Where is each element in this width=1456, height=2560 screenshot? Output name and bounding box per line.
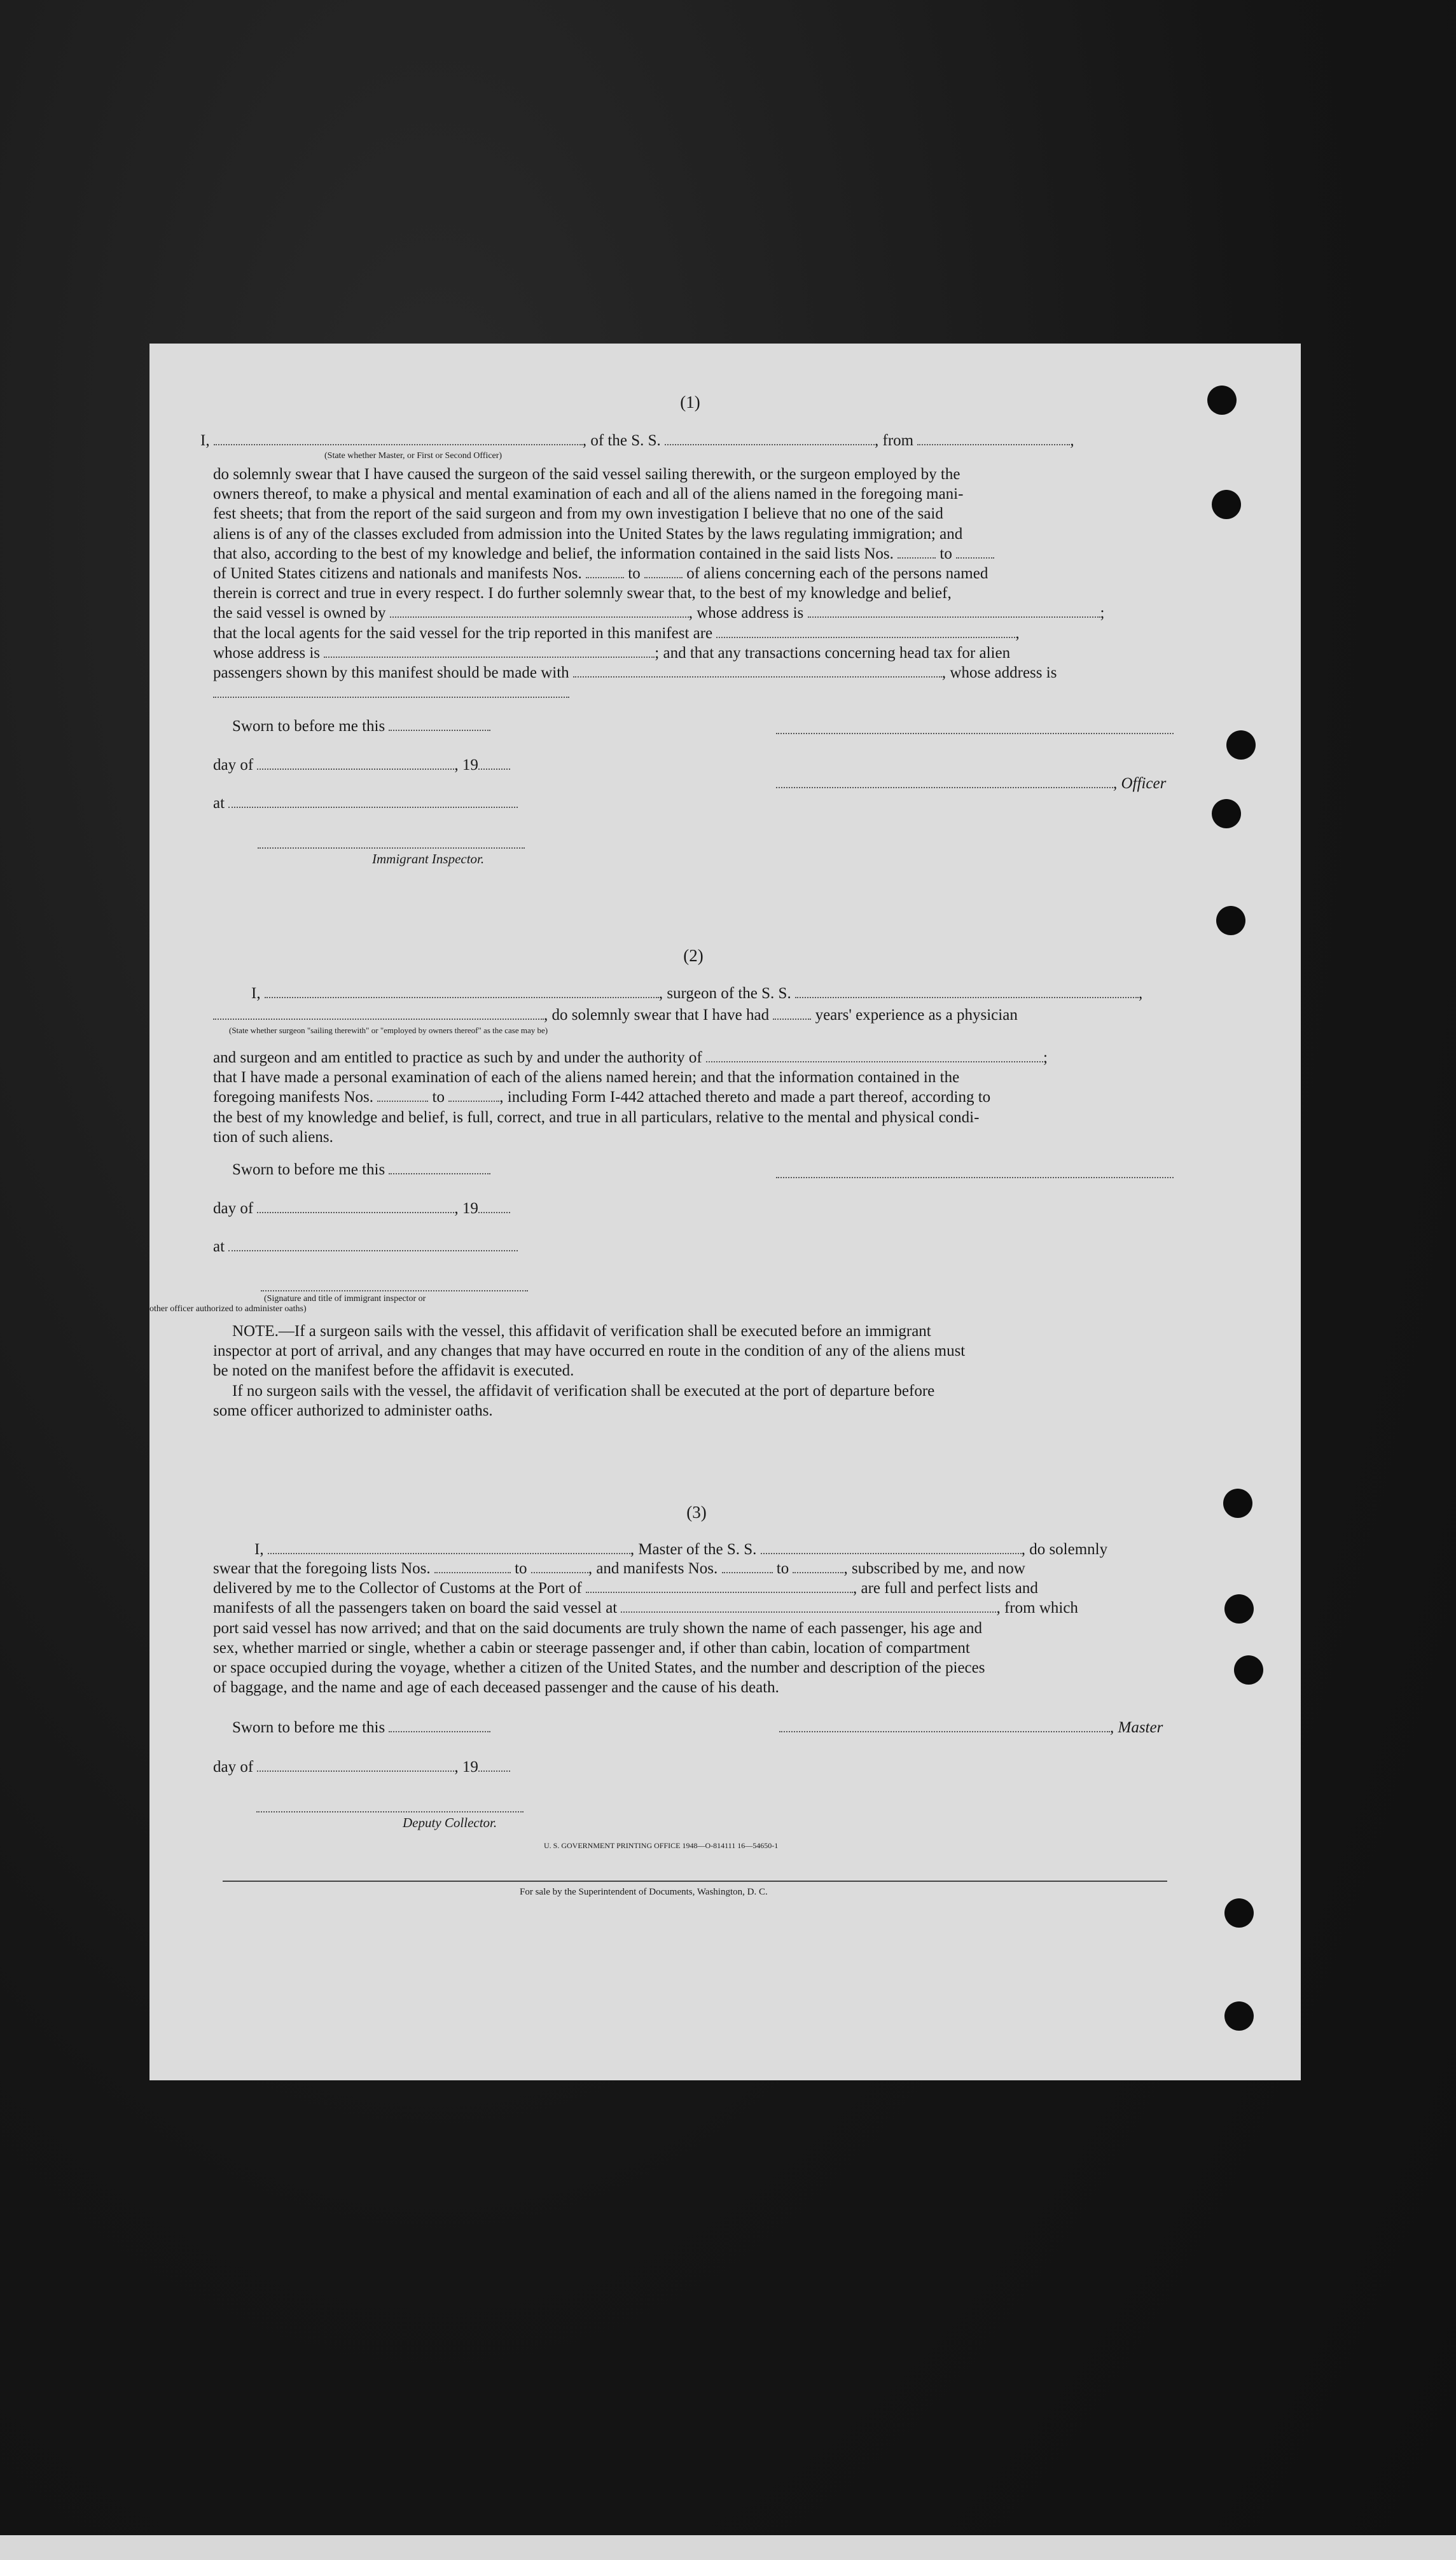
manifest-form-page [149,344,1301,2080]
owner-field[interactable] [390,604,689,618]
sale-notice: For sale by the Superintendent of Documents, Washington, D. C. [520,1887,768,1897]
s3-manifests-from-field[interactable] [722,1559,773,1573]
s3-lists-from-field[interactable] [434,1559,511,1573]
surgeon-status-note: (State whether surgeon "sailing therewith" or "employed by owners thereof" as the case may be) [229,1026,548,1035]
owner-address-field[interactable] [808,604,1100,618]
rank-note: (State whether Master, or First or Second Officer) [324,451,503,461]
officer-signature: , Officer [776,774,1166,793]
s2-line-1: I, , surgeon of the S. S. , [251,985,1143,1002]
s1-year-field[interactable] [478,756,510,770]
punch-hole [1224,2001,1254,2031]
section-3-number: (3) [686,1503,707,1522]
surgeon-name-field[interactable] [265,984,659,998]
master-signature-line[interactable] [779,1718,1110,1732]
port-of-embarkation-field[interactable] [621,1599,996,1613]
s3-sworn: Sworn to before me this [232,1718,490,1737]
immigrant-inspector-label: Immigrant Inspector. [372,851,485,866]
s2-place-field[interactable] [228,1237,518,1251]
deputy-collector-label: Deputy Collector. [403,1815,497,1830]
head-tax-contact-field[interactable] [573,664,942,678]
years-experience-field[interactable] [773,1006,811,1020]
printing-office-line: U. S. GOVERNMENT PRINTING OFFICE 1948—O-814111 16—54650-1 [544,1841,779,1850]
s3-line-1: I, , Master of the S. S. , do solemnly [254,1541,1108,1558]
punch-hole [1226,730,1256,760]
punch-hole [1224,1898,1254,1928]
rank-field[interactable] [214,431,583,445]
practice-authority-field[interactable] [706,1048,1043,1062]
s2-at: at [213,1237,518,1256]
punch-hole [1212,490,1241,519]
officer-signature-line-1[interactable] [776,732,1174,734]
section-1-number: (1) [680,393,700,412]
s1-line-1: I, , of the S. S. , from , [200,432,1074,449]
s2-inspector-signature-line[interactable] [261,1289,528,1291]
surgeon-signature-line[interactable] [776,1176,1174,1178]
s2-vessel-field[interactable] [795,984,1139,998]
master-signature: , Master [779,1718,1163,1737]
punch-hole [1216,906,1245,935]
s2-line-2: , do solemnly swear that I have had years' experience as a physician [213,1005,1018,1025]
s2-sworn: Sworn to before me this [232,1160,490,1179]
manifests-to-field[interactable] [644,564,683,578]
master-name-field[interactable] [268,1540,630,1554]
s2-day-of: day of , 19 [213,1199,510,1218]
s3-vessel-field[interactable] [761,1540,1022,1554]
surgeon-status-field[interactable] [213,1006,544,1020]
s1-para: do solemnly swear that I have caused the surgeon of the said vessel sailing therewith, or the surgeon employed by the owners thereof, to make a physical and mental examination of each and all of the aliens named in the foregoing mani- fest sheets; that from the report of the said surgeon and from my own investigation I believe that no one of the said aliens is of any of the classes excluded from admission into the United States by the laws regulating immigration; and that also, according to the best of my knowledge and belief, the information contained in the said lists Nos. to of United States citizens and nationals and manifests Nos. to of aliens concerning each of the persons named therein is correct and true in every respect. I do further solemnly swear that, to the best of my knowledge and belief, the said vessel is owned by , whose address is ; that the local agents for the said vessel for the trip reported in this manifest are , whose address is ; and that any transactions concerning head tax for alien passengers shown by this manifest should be made with , whose address is [213,466,1105,682]
agents-address-field[interactable] [324,644,655,658]
punch-hole [1223,1489,1252,1518]
punch-hole [1234,1655,1263,1685]
s2-manifests-from-field[interactable] [377,1088,428,1102]
s1-at: at [213,793,518,813]
punch-hole [1207,386,1237,415]
section-2-number: (2) [683,946,704,965]
s2-sworn-date-field[interactable] [389,1160,490,1174]
s2-note: NOTE.—If a surgeon sails with the vessel, this affidavit of verification shall be executed before an immigrant inspector at port of arrival, and any changes that may have occurred en route in the condition of any of the aliens must be noted on the manifest before the affidavit is executed. If no surgeon sails with the vessel, the affidavit of verification shall be executed at the port of departure before some officer authorized to administer oaths. [213,1323,966,1419]
s3-lists-to-field[interactable] [531,1559,588,1573]
s1-sworn-date-field[interactable] [389,717,490,731]
s3-year-field[interactable] [478,1758,510,1772]
s2-year-field[interactable] [478,1199,510,1213]
deputy-collector-signature-line[interactable] [256,1810,523,1812]
lists-to-field[interactable] [956,545,994,559]
s1-place-field[interactable] [228,794,518,808]
manifests-from-field[interactable] [586,564,624,578]
port-from-field[interactable] [917,431,1070,445]
port-of-arrival-field[interactable] [586,1579,853,1593]
footer-rule [223,1881,1167,1882]
officer-signature-line-2[interactable] [776,774,1113,788]
address-continuation-line[interactable] [213,695,569,698]
s3-para: swear that the foregoing lists Nos. to , and manifests Nos. to , subscribed by me, and now delivered by me to the Collector of Customs at the Port of , are full and perfect lists and manifests of all the passengers taken on board the said vessel at , from which port said vessel has now arrived; and that on the said documents are truly shown the name of each passenger, his age and sex, whether married or single, whether a cabin or steerage passenger and, if other than cabin, location of compartment or space occupied during the voyage, whether a citizen of the United States, and the number and description of the pieces of baggage, and the name and age of each deceased passenger and the cause of his death. [213,1560,1078,1697]
inspector-signature-line[interactable] [258,846,525,849]
punch-hole [1224,1594,1254,1624]
local-agents-field[interactable] [716,624,1015,638]
s2-month-field[interactable] [257,1199,454,1213]
s1-day-of: day of , 19 [213,755,510,775]
lists-from-field[interactable] [898,545,936,559]
s2-manifests-to-field[interactable] [448,1088,499,1102]
s3-day-of: day of , 19 [213,1757,510,1777]
s1-month-field[interactable] [257,756,454,770]
s3-month-field[interactable] [257,1758,454,1772]
s1-sworn: Sworn to before me this [232,716,490,736]
sig-note-line-2: other officer authorized to administer oaths) [149,1304,307,1314]
s3-manifests-to-field[interactable] [793,1559,843,1573]
punch-hole [1212,799,1241,828]
sig-note-line-1: (Signature and title of immigrant inspector or [264,1294,426,1304]
scanner-edge-strip [0,2535,1456,2560]
s2-para: and surgeon and am entitled to practice as such by and under the authority of ; that I have made a personal examination of each of the aliens named herein; and that the information contained in the foregoing manifests Nos. to , including Form I-442 attached thereto and made a part thereof, according to the best of my knowledge and belief, is full, correct, and true in all particulars, relative to the mental and physical condi- tion of such aliens. [213,1049,1048,1146]
s3-sworn-date-field[interactable] [389,1718,490,1732]
vessel-name-field[interactable] [665,431,875,445]
